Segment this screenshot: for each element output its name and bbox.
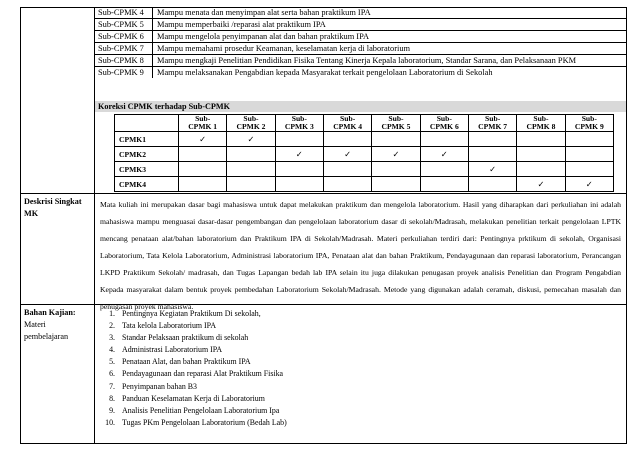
matrix-header-cell: Sub- CPMK 8 (517, 115, 565, 132)
check-icon: ✓ (179, 132, 227, 147)
cpmk-matrix (114, 114, 614, 192)
matrix-cell (565, 147, 613, 162)
sub-cpmk-code: Sub-CPMK 5 (95, 19, 153, 30)
sub-cpmk-text: Mampu melaksanakan Pengabdian kepada Masyarakat terkait pengelolaan Laboratorium di Sekolah (157, 68, 493, 77)
matrix-cell (468, 177, 516, 192)
matrix-cell (420, 162, 468, 177)
matrix-cell (517, 162, 565, 177)
matrix-cell (468, 147, 516, 162)
matrix-row-label: CPMK4 (115, 177, 179, 192)
bahan-kajian-label: Bahan Kajian: Materi pembelajaran (24, 308, 76, 341)
matrix-header-cell: Sub- CPMK 7 (468, 115, 516, 132)
matrix-header-row (115, 115, 614, 132)
list-item: 7. Penyimpanan bahan B3 (117, 381, 287, 393)
matrix-cell (372, 162, 420, 177)
matrix-row-label: CPMK2 (115, 147, 179, 162)
check-icon: ✓ (420, 147, 468, 162)
sub-cpmk-code: Sub-CPMK 6 (95, 31, 153, 42)
sub-cpmk-code: Sub-CPMK 8 (95, 55, 153, 66)
list-item: 8. Panduan Keselamatan Kerja di Laboratorium (117, 393, 287, 405)
matrix-cell (420, 177, 468, 192)
matrix-row (115, 132, 614, 147)
matrix-cell (227, 162, 275, 177)
matrix-cell (323, 132, 371, 147)
check-icon: ✓ (565, 177, 613, 192)
matrix-cell (275, 132, 323, 147)
list-item: 9. Analisis Penelitian Pengelolaan Laboratorium Ipa (117, 405, 287, 417)
matrix-row (115, 177, 614, 192)
deskripsi-label: Deskrisi Singkat MK (24, 197, 82, 218)
matrix-cell (517, 147, 565, 162)
matrix-cell (227, 177, 275, 192)
list-item: 5. Penataan Alat, dan bahan Praktikum IPA (117, 356, 287, 368)
matrix-row-label: CPMK1 (115, 132, 179, 147)
matrix-header-cell: Sub- CPMK 3 (275, 115, 323, 132)
matrix-cell (227, 147, 275, 162)
matrix-cell (323, 177, 371, 192)
sub-cpmk-row (95, 31, 626, 43)
sub-cpmk-row (95, 19, 626, 31)
matrix-header-cell: Sub- CPMK 6 (420, 115, 468, 132)
matrix-cell (275, 177, 323, 192)
sub-cpmk-code: Sub-CPMK 9 (95, 67, 153, 78)
check-icon: ✓ (517, 177, 565, 192)
sub-cpmk-code: Sub-CPMK 4 (95, 7, 153, 18)
matrix-cell (372, 177, 420, 192)
list-item: 10. Tugas PKm Pengelolaan Laboratorium (Bedah Lab) (117, 417, 287, 429)
matrix-corner-cell (115, 115, 179, 132)
matrix-cell (179, 177, 227, 192)
list-item: 6. Pendayagunaan dan reparasi Alat Praktikum Fisika (117, 368, 287, 380)
sub-cpmk-text: Mampu mengelola penyimpanan alat dan bahan praktikum IPA (157, 32, 370, 41)
matrix-cell (372, 132, 420, 147)
bahan-kajian-list (100, 308, 287, 429)
check-icon: ✓ (275, 147, 323, 162)
matrix-cell (420, 132, 468, 147)
matrix-cell (565, 162, 613, 177)
matrix-header-cell: Sub- CPMK 9 (565, 115, 613, 132)
matrix-row (115, 147, 614, 162)
matrix-cell (275, 162, 323, 177)
matrix-cell (565, 132, 613, 147)
sub-cpmk-text: Mampu memahami prosedur Keamanan, keselamatan kerja di laboratorium (157, 44, 411, 53)
sub-cpmk-row (95, 55, 626, 67)
check-icon: ✓ (323, 147, 371, 162)
check-icon: ✓ (468, 162, 516, 177)
row-divider-deskripsi (20, 193, 627, 194)
matrix-cell (468, 132, 516, 147)
list-item: 2. Tata kelola Laboratorium IPA (117, 320, 287, 332)
matrix-header-cell: Sub- CPMK 2 (227, 115, 275, 132)
check-icon: ✓ (372, 147, 420, 162)
sub-cpmk-text: Mampu menata dan menyimpan alat serta bahan praktikum IPA (157, 8, 371, 17)
sub-cpmk-text: Mampu mengkaji Penelitian Pendidikan Fisika Tentang Kinerja Kepala laboratorium, Standar Sarana, dan Pelaksanaan PKM (157, 56, 577, 65)
matrix-cell (323, 162, 371, 177)
list-item: 4. Administrasi Laboratorium IPA (117, 344, 287, 356)
matrix-header-cell: Sub- CPMK 4 (323, 115, 371, 132)
sub-cpmk-code: Sub-CPMK 7 (95, 43, 153, 54)
matrix-cell (517, 132, 565, 147)
sub-cpmk-row (95, 7, 626, 19)
sub-cpmk-row (95, 43, 626, 55)
matrix-row-label: CPMK3 (115, 162, 179, 177)
list-item: 3. Standar Pelaksaan praktikum di sekolah (117, 332, 287, 344)
sub-cpmk-text: Mampu memperbaiki /reparasi alat praktikum IPA (157, 20, 326, 29)
matrix-cell (179, 162, 227, 177)
deskripsi-text: Mata kuliah ini merupakan dasar bagi mahasiswa untuk dapat melakukan praktikum dan mengelola laboratorium. Hasil yang diharapkan dari perkuliahan ini adalah mahasiswa mampu menguasai dasar-dasar pengembangan dan pengelolaan laboratorium dasar di sekolah/Madrasah, melakukan penelitian terkait pengelolaan LPTK mencang penataan alat/bahan laboratorium dan Praktikum IPA di Sekolah/Madrasah. Materi perkuliahan terdiri dari: Pentingnya prktikum di sekolah, Organisasi Laboratorium, Tata Kelola Laboratorium, Administrasi laboratorium IPA, Penataan alat dan bahan Praktikum, Pendayagunaan dan reparasi laboratorium, Perancangan LKPD Praktikum Sekolah/ madrasah, dan Tugas Lapangan bedah lab IPA selain itu juga dilakukan penugasan proyek analisis Penelitian dan Program Pengabdian Kepada masyarakat dalam bentuk proyek pembedahan Laboratorium Sekolah/Madrasah. Metode yang digunakan adalah ceramah, diskusi, pemecahan masalah dan penugasan proyek mahasiswa. (100, 200, 621, 311)
list-item: 1. Pentingnya Kegiatan Praktikum Di sekolah, (117, 308, 287, 320)
sub-cpmk-row (95, 67, 626, 80)
matrix-header-cell: Sub- CPMK 5 (372, 115, 420, 132)
matrix-header-cell: Sub- CPMK 1 (179, 115, 227, 132)
koreksi-title: Koreksi CPMK terhadap Sub-CPMK (95, 101, 626, 112)
check-icon: ✓ (227, 132, 275, 147)
matrix-row (115, 162, 614, 177)
matrix-cell (179, 147, 227, 162)
